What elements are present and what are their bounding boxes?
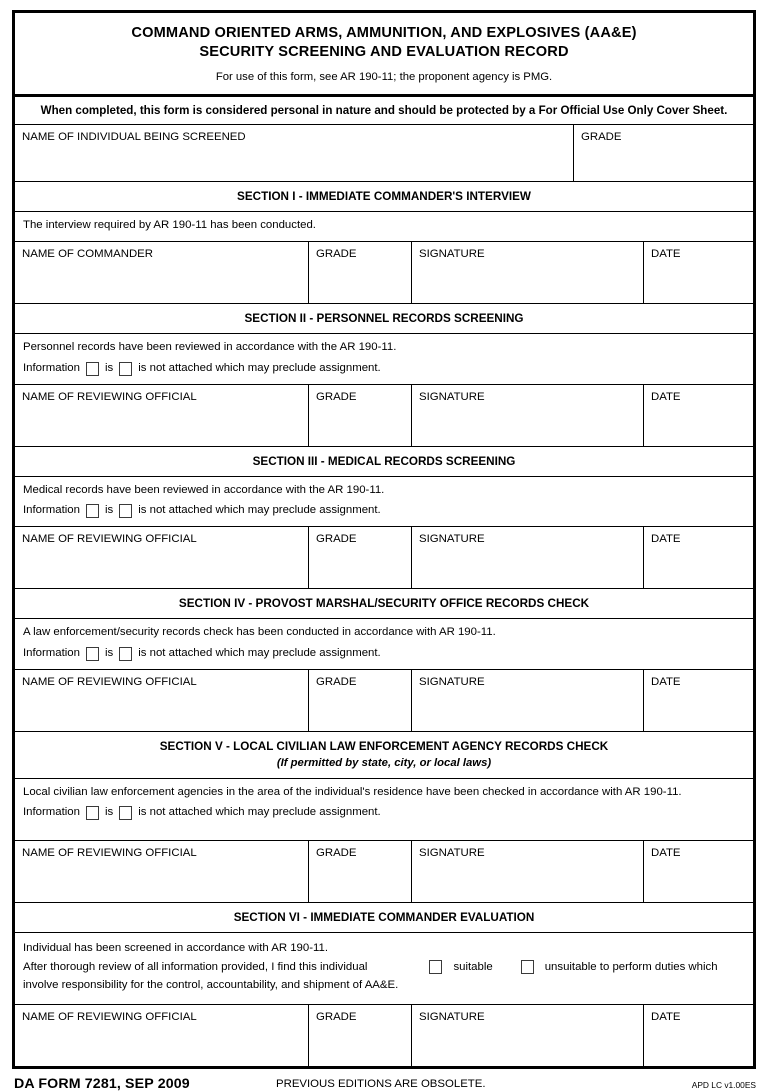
section-5-date-field[interactable] (643, 841, 753, 902)
section-2-statement-text: Personnel records have been reviewed in accordance with the AR 190-11. (23, 341, 397, 354)
section-6-suitable-checkbox[interactable] (429, 960, 442, 974)
section-5-heading-text: SECTION V - LOCAL CIVILIAN LAW ENFORCEMENT AGENCY RECORDS CHECK (159, 739, 609, 753)
section-1-date-field[interactable] (643, 242, 753, 303)
section-4-information-label: Information (23, 647, 80, 660)
section-1-name-label: NAME OF COMMANDER (22, 248, 153, 261)
section-1-heading (15, 181, 753, 211)
section-5-heading (15, 731, 753, 778)
section-6-suitable-label: suitable (453, 960, 493, 973)
section-4-signature-field[interactable] (411, 670, 643, 731)
section-4-date-field[interactable] (643, 670, 753, 731)
section-6-suitability-choice (23, 958, 745, 976)
section-2-is-not-label: is not attached which may preclude assignment. (138, 361, 381, 374)
form-title-block (15, 13, 753, 94)
section-4-is-checkbox[interactable] (86, 647, 99, 661)
section-5-is-not-label: is not attached which may preclude assignment. (138, 806, 381, 819)
section-4-is-not-checkbox[interactable] (119, 647, 132, 661)
section-3-information-label: Information (23, 504, 80, 517)
section-4-date-label: DATE (651, 675, 681, 688)
section-6-date-field[interactable] (643, 1005, 753, 1066)
section-4-statement-text: A law enforcement/security records check has been conducted in accordance with AR 190-11. (23, 626, 496, 639)
section-4-attachment-choice (23, 645, 745, 663)
section-5-statement (15, 778, 753, 840)
section-4-statement (15, 618, 753, 668)
section-1-name-field[interactable] (15, 242, 308, 303)
section-1-statement (15, 211, 753, 241)
section-6-date-label: DATE (651, 1010, 681, 1023)
section-2-is-label: is (104, 361, 114, 374)
section-6-signature-field[interactable] (411, 1005, 643, 1066)
section-2-date-field[interactable] (643, 385, 753, 446)
section-6-line-1: Individual has been screened in accordance with AR 190-11. (23, 942, 328, 955)
form-footer (12, 1069, 756, 1092)
section-3-heading (15, 446, 753, 476)
section-6-heading-text: SECTION VI - IMMEDIATE COMMANDER EVALUATION (233, 910, 535, 924)
section-1-grade-label: GRADE (316, 248, 357, 261)
section-1-signature-label: SIGNATURE (419, 248, 485, 261)
section-2-signature-label: SIGNATURE (419, 390, 485, 403)
section-5-information-label: Information (23, 806, 80, 819)
section-4-heading-text: SECTION IV - PROVOST MARSHAL/SECURITY OFFICE RECORDS CHECK (178, 597, 590, 611)
section-2-attachment-choice (23, 360, 745, 378)
section-5-statement-text: Local civilian law enforcement agencies in the area of the individual's residence have been checked in accordance with AR 190-11. (23, 785, 682, 798)
apd-version: APD LC v1.00ES (691, 1079, 756, 1090)
section-4-heading (15, 588, 753, 618)
section-2-heading (15, 303, 753, 333)
section-5-grade-label: GRADE (316, 846, 357, 859)
section-5-signature-row (15, 840, 753, 902)
section-5-is-label: is (104, 806, 114, 819)
individual-grade-field[interactable] (573, 125, 753, 181)
section-3-is-checkbox[interactable] (86, 504, 99, 518)
section-2-signature-row (15, 384, 753, 446)
section-5-name-field[interactable] (15, 841, 308, 902)
section-6-unsuitable-checkbox[interactable] (521, 960, 534, 974)
section-4-grade-label: GRADE (316, 675, 357, 688)
section-4-is-label: is (104, 647, 114, 660)
section-4-name-label: NAME OF REVIEWING OFFICIAL (22, 675, 197, 688)
section-3-grade-field[interactable] (308, 527, 411, 588)
section-3-grade-label: GRADE (316, 533, 357, 546)
section-4-name-field[interactable] (15, 670, 308, 731)
section-5-is-not-checkbox[interactable] (119, 806, 132, 820)
section-4-signature-label: SIGNATURE (419, 675, 485, 688)
section-2-grade-field[interactable] (308, 385, 411, 446)
form-title-line-2: SECURITY SCREENING AND EVALUATION RECORD (199, 44, 569, 61)
section-5-subheading-text: (If permitted by state, city, or local laws) (276, 756, 492, 769)
section-2-date-label: DATE (651, 390, 681, 403)
section-5-signature-field[interactable] (411, 841, 643, 902)
form-title-line-1: COMMAND ORIENTED ARMS, AMMUNITION, AND EXPLOSIVES (AA&E) (131, 25, 637, 41)
privacy-notice: When completed, this form is considered personal in nature and should be protected by a For Official Use Only Cover Sheet. (15, 94, 753, 124)
section-1-grade-field[interactable] (308, 242, 411, 303)
section-6-unsuitable-label: unsuitable to perform duties which (544, 960, 718, 973)
section-6-heading (15, 902, 753, 932)
section-4-grade-field[interactable] (308, 670, 411, 731)
section-3-is-label: is (104, 504, 114, 517)
section-2-is-not-checkbox[interactable] (119, 362, 132, 376)
section-1-statement-text: The interview required by AR 190-11 has been conducted. (23, 219, 316, 232)
section-2-statement (15, 333, 753, 383)
previous-editions-note: PREVIOUS EDITIONS ARE OBSOLETE. (276, 1077, 486, 1090)
section-1-signature-field[interactable] (411, 242, 643, 303)
section-4-is-not-label: is not attached which may preclude assignment. (138, 647, 381, 660)
name-of-individual-label: NAME OF INDIVIDUAL BEING SCREENED (22, 131, 246, 144)
section-3-signature-field[interactable] (411, 527, 643, 588)
section-1-date-label: DATE (651, 248, 681, 261)
form-frame (12, 10, 756, 1069)
section-3-attachment-choice (23, 502, 745, 520)
section-2-name-field[interactable] (15, 385, 308, 446)
section-3-statement (15, 476, 753, 526)
section-4-signature-row (15, 669, 753, 731)
section-3-date-field[interactable] (643, 527, 753, 588)
section-6-name-label: NAME OF REVIEWING OFFICIAL (22, 1010, 197, 1023)
section-6-grade-field[interactable] (308, 1005, 411, 1066)
section-2-grade-label: GRADE (316, 390, 357, 403)
section-2-signature-field[interactable] (411, 385, 643, 446)
section-6-name-field[interactable] (15, 1005, 308, 1066)
section-3-is-not-label: is not attached which may preclude assignment. (138, 504, 381, 517)
section-6-line-2: After thorough review of all information provided, I find this individual (23, 960, 368, 973)
section-6-statement (15, 932, 753, 1003)
form-authority-note: For use of this form, see AR 190-11; the proponent agency is PMG. (215, 70, 553, 83)
section-3-is-not-checkbox[interactable] (119, 504, 132, 518)
form-identifier: DA FORM 7281, SEP 2009 (14, 1075, 190, 1092)
identity-row (15, 124, 753, 181)
section-2-heading-text: SECTION II - PERSONNEL RECORDS SCREENING (244, 312, 524, 326)
section-6-signature-row (15, 1004, 753, 1066)
section-2-information-label: Information (23, 361, 80, 374)
section-5-attachment-choice (23, 804, 745, 822)
section-6-line-3: involve responsibility for the control, accountability, and shipment of AA&E. (23, 979, 399, 992)
section-3-statement-text: Medical records have been reviewed in accordance with the AR 190-11. (23, 483, 385, 496)
section-1-heading-text: SECTION I - IMMEDIATE COMMANDER'S INTERVIEW (237, 190, 531, 204)
section-2-name-label: NAME OF REVIEWING OFFICIAL (22, 390, 197, 403)
section-3-name-label: NAME OF REVIEWING OFFICIAL (22, 533, 197, 546)
section-3-signature-label: SIGNATURE (419, 533, 485, 546)
section-6-signature-label: SIGNATURE (419, 1010, 485, 1023)
individual-grade-label: GRADE (581, 131, 622, 144)
section-6-grade-label: GRADE (316, 1010, 357, 1023)
section-1-signature-row (15, 241, 753, 303)
section-3-date-label: DATE (651, 533, 681, 546)
section-3-heading-text: SECTION III - MEDICAL RECORDS SCREENING (252, 454, 516, 468)
section-5-name-label: NAME OF REVIEWING OFFICIAL (22, 846, 197, 859)
section-3-name-field[interactable] (15, 527, 308, 588)
section-5-signature-label: SIGNATURE (419, 846, 485, 859)
section-5-is-checkbox[interactable] (86, 806, 99, 820)
name-of-individual-field[interactable] (15, 125, 573, 181)
section-5-date-label: DATE (651, 846, 681, 859)
section-3-signature-row (15, 526, 753, 588)
section-5-grade-field[interactable] (308, 841, 411, 902)
section-2-is-checkbox[interactable] (86, 362, 99, 376)
